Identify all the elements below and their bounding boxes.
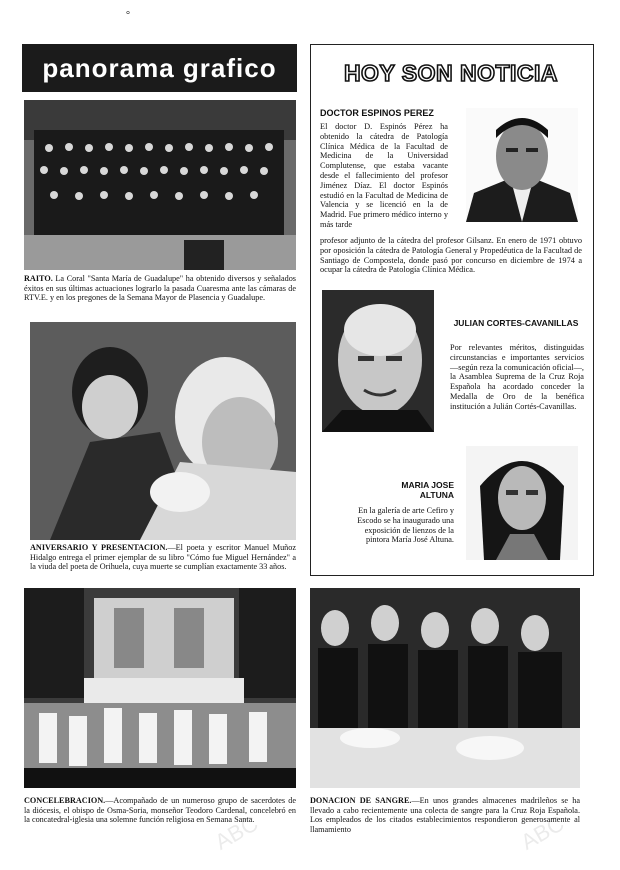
book-presentation-photo (30, 322, 296, 540)
page-mark: ° (126, 10, 130, 21)
portrait-espinos (466, 108, 578, 222)
story-text: Por relevantes méritos, distinguidas circunstancias e importantes servicios —según reza la comunicación oficial—, la Asamblea Suprema de la Cruz Roja Española ha acordado conceder la Medalla de Oro de la benéfica institución a Julián Cortés-Cavanillas. (450, 343, 584, 411)
person-name: MARIA JOSE ALTUNA (401, 480, 454, 500)
watermark: ABC (210, 810, 263, 855)
story-text: El doctor D. Espinós Pérez ha obtenido la cátedra de Patología Clínica Médica de la Facultad de Medicina de la Universidad Complutense, que estaba vacante desde el fallecimiento del profesor Jiménez Díaz. El doctor Espinós estudió en la Facultad de Medicina de Valencia y se licenció en la de Madrid. Fue primero médico interno y más tarde (320, 122, 448, 229)
concelebration-caption: CONCELEBRACION.—Acompañado de un numeroso grupo de sacerdotes de la diócesis, el obispo de Osma-Soria, monseñor Teodoro Cardenal, concelebró en la concatedral-iglesia una solemne función religiosa en Semana Santa. (24, 796, 296, 825)
story-text: En la galería de arte Cefiro y Escodo se ha inaugurado una exposición de lienzos de la pintora María José Altuna. (357, 506, 454, 545)
story-text: profesor adjunto de la cátedra del profesor Gilsanz. En enero de 1971 obtuvo por oposición la cátedra de Patología General y Propedéutica de la Facultad de Santiago de Compostela, donde pasó por concurso en diciembre de 1974 a ocupar la cátedra de Patología Clínica Médica. (320, 236, 582, 275)
book-presentation-caption: ANIVERSARIO Y PRESENTACION.—El poeta y escritor Manuel Muñoz Hidalgo entrega el primer ejemplar de su libro "Cómo fue Miguel Hernández" a la viuda del poeta de Orihuela, cuya muerte se cumplían exactamente 33 años. (30, 543, 296, 572)
portrait-cortes (322, 290, 434, 432)
church-photo (24, 588, 296, 788)
choir-caption: RAITO. La Coral "Santa María de Guadalupe" ha obtenido diversos y señalados éxitos en sus últimas actuaciones lograrlo la pasada Cuaresma ante las cámaras de RTV.E. y en los pregones de la Semana Mayor de Plasencia y Guadalupe. (24, 274, 296, 303)
story-heading: DOCTOR ESPINOS PEREZ (320, 108, 434, 118)
choir-photo (24, 100, 296, 270)
person-name: JULIAN CORTES-CAVANILLAS (453, 318, 579, 328)
watermark: ABC (516, 810, 569, 855)
portrait-altuna (466, 446, 578, 560)
blood-donation-caption: DONACION DE SANGRE.—En unos grandes almacenes madrileños se ha llevado a cabo recientemente una colecta de sangre para la Cruz Roja Española. Los empleados de los citados establecimientos respondieron generosamente al llamamiento (310, 796, 581, 834)
news-banner: HOY SON NOTICIA (343, 60, 559, 86)
section-banner: panorama grafico (22, 44, 297, 92)
blood-donation-photo (310, 588, 580, 788)
